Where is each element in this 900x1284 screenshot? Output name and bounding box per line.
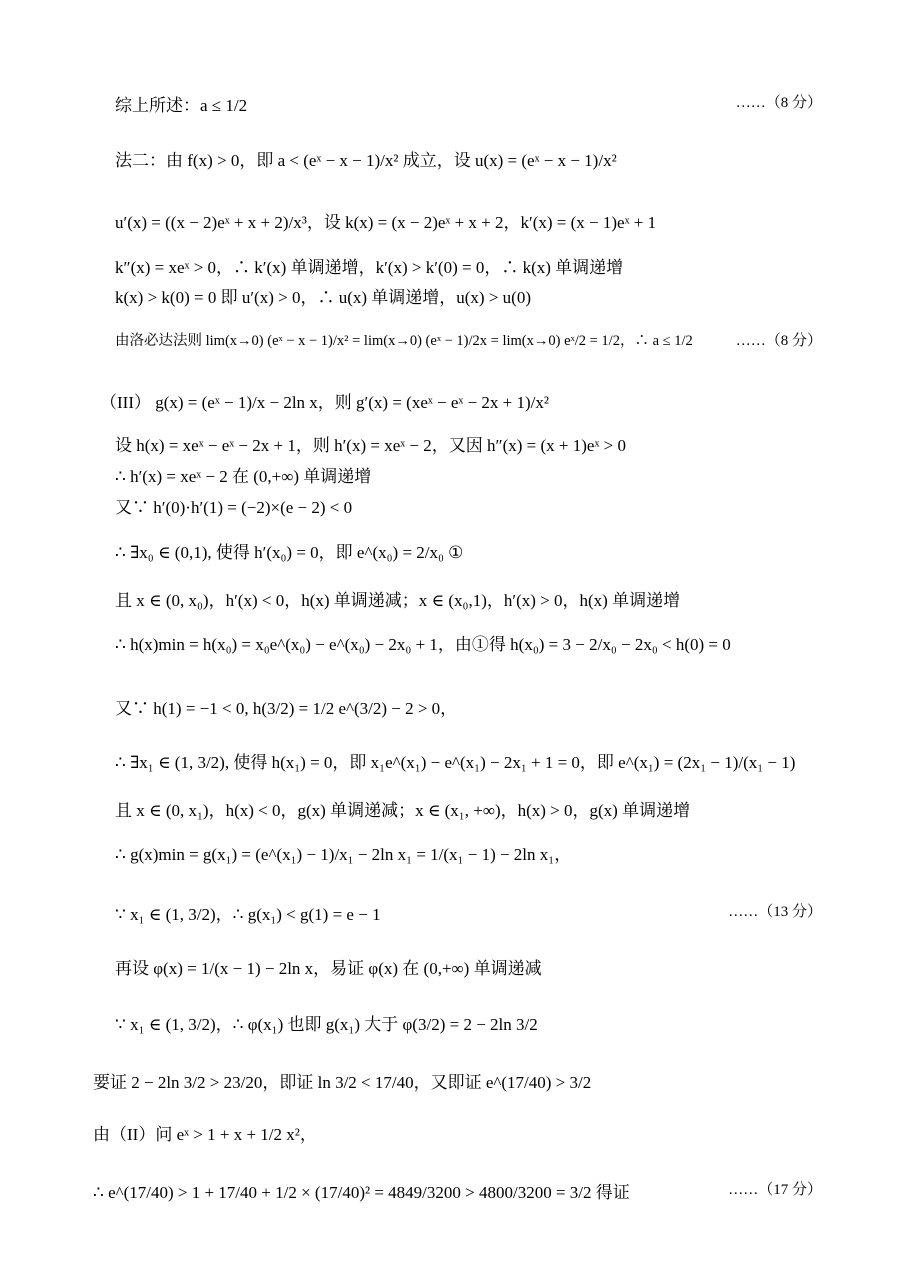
line-text: ∴ h(x)min = h(x₀) = x₀e^(x₀) − e^(x₀) − 2x₀ + 1，由①得 h(x₀) = 3 − 2/x₀ − 2x₀ < h(0) = 0 [115,635,731,654]
line-text: 由（II）问 eˣ > 1 + x + 1/2 x²， [93,1125,317,1144]
line-text: ∴ ∃x₁ ∈ (1, 3/2), 使得 h(x₁) = 0，即 x₁e^(x₁) − e^(x₁) − 2x₁ + 1 = 0，即 e^(x₁) = (2x₁ − 1)/(x₁ − 1) [115,753,796,772]
score-label: ……（13 分） [728,904,822,920]
line-text: 且 x ∈ (0, x₀)，h′(x) < 0，h(x) 单调递减；x ∈ (x₀,1)，h′(x) > 0，h(x) 单调递增 [115,591,681,610]
line-text: 又∵ h′(0)·h′(1) = (−2)×(e − 2) < 0 [115,498,353,517]
score-label: ……（17 分） [728,1182,822,1198]
line-text: 再设 φ(x) = 1/(x − 1) − 2ln x，易证 φ(x) 在 (0,+∞) 单调递减 [115,959,542,978]
line-text: 由洛必达法则 lim(x→0) (eˣ − x − 1)/x² = lim(x→0) (eˣ − 1)/2x = lim(x→0) eˣ/2 = 1/2，∴ a ≤ 1/2 [115,333,693,349]
line-text: ∴ g(x)min = g(x₁) = (e^(x₁) − 1)/x₁ − 2ln x₁ = 1/(x₁ − 1) − 2ln x₁， [115,845,572,864]
line-text: 设 h(x) = xeˣ − eˣ − 2x + 1，则 h′(x) = xeˣ − 2，又因 h″(x) = (x + 1)eˣ > 0 [115,436,626,455]
line-text: （III） g(x) = (eˣ − 1)/x − 2ln x，则 g′(x) = (xeˣ − eˣ − 2x + 1)/x² [100,393,549,412]
line-text: 综上所述：a ≤ 1/2 [115,96,248,115]
score-label: ……（8 分） [735,95,822,111]
line-text: 要证 2 − 2ln 3/2 > 23/20，即证 ln 3/2 < 17/40，又即证 e^(17/40) > 3/2 [93,1073,592,1092]
line-text: ∵ x₁ ∈ (1, 3/2)，∴ φ(x₁) 也即 g(x₁) 大于 φ(3/2) = 2 − 2ln 3/2 [115,1015,538,1034]
score-label: ……（8 分） [735,333,822,349]
line-text: 又∵ h(1) = −1 < 0, h(3/2) = 1/2 e^(3/2) − 2 > 0， [115,699,458,718]
line-text: ∴ ∃x₀ ∈ (0,1), 使得 h′(x₀) = 0，即 e^(x₀) = 2/x₀ ① [115,543,464,562]
line-text: ∵ x₁ ∈ (1, 3/2)，∴ g(x₁) < g(1) = e − 1 [115,905,381,924]
line-text: ∴ h′(x) = xeˣ − 2 在 (0,+∞) 单调递增 [115,467,372,486]
line-text: ∴ e^(17/40) > 1 + 17/40 + 1/2 × (17/40)² = 4849/3200 > 4800/3200 = 3/2 得证 [93,1183,630,1202]
line-text: 且 x ∈ (0, x₁)，h(x) < 0，g(x) 单调递减；x ∈ (x₁, +∞)，h(x) > 0，g(x) 单调递增 [115,801,691,820]
line-text: 法二：由 f(x) > 0，即 a < (eˣ − x − 1)/x² 成立，设 u(x) = (eˣ − x − 1)/x² [115,151,617,170]
line-text: u′(x) = ((x − 2)eˣ + x + 2)/x³，设 k(x) = (x − 2)eˣ + x + 2，k′(x) = (x − 1)eˣ + 1 [115,213,657,232]
line-text: k(x) > k(0) = 0 即 u′(x) > 0，∴ u(x) 单调递增，u(x) > u(0) [115,288,532,307]
line-text: k″(x) = xeˣ > 0，∴ k′(x) 单调递增，k′(x) > k′(0) = 0，∴ k(x) 单调递增 [115,258,624,277]
